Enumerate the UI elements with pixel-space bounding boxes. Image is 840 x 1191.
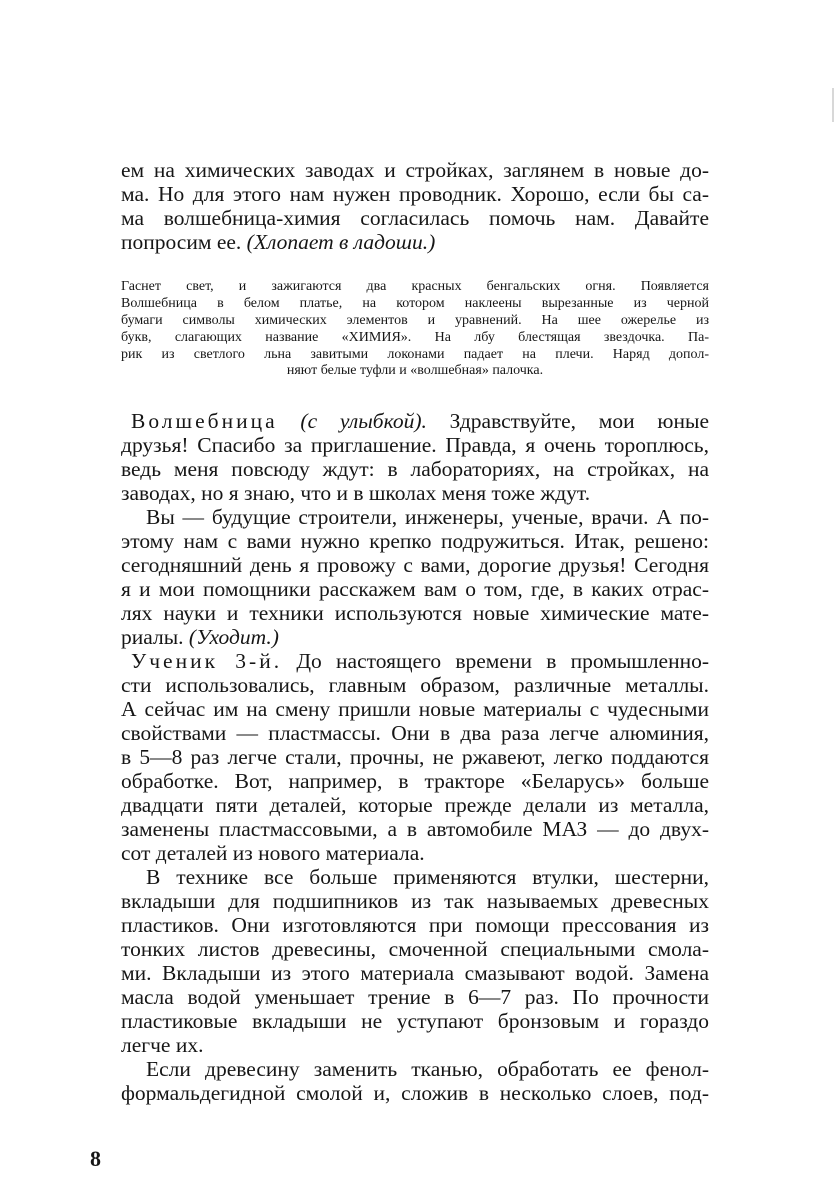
stage-line: Гаснет свет, и зажигаются два красных бенгальских огня. Появляется	[121, 279, 709, 294]
stage-remark: (Уходит.)	[188, 625, 279, 649]
stage-remark: (Хлопает в ладоши.)	[246, 230, 436, 254]
dialogue-line: формальдегидной смолой и, сложив в несколько слоев, под-	[121, 1081, 709, 1105]
stage-line: бумаги символы химических элементов и уравнений. На шее ожерелье из	[121, 313, 709, 328]
dialogue-line: сегодняшний день я провожу с вами, дорогие друзья! Сегодня	[121, 553, 709, 577]
dialogue-line: обработке. Вот, например, в тракторе «Беларусь» больше	[121, 769, 709, 793]
dialogue-line: сот деталей из нового материала.	[121, 841, 425, 865]
dialogue-line: Ученик 3-й. До настоящего времени в промышленно-	[131, 649, 710, 673]
speaker-name: Волшебница	[131, 409, 278, 433]
dialogue-line: легче их.	[121, 1033, 204, 1057]
dialogue-line: заменены пластмассовыми, а в автомобиле МАЗ — до двух-	[121, 817, 709, 841]
dialogue-line: сти использовались, главным образом, различные металлы.	[121, 673, 709, 697]
dialogue-line: Если древесину заменить тканью, обработать ее фенол-	[146, 1057, 709, 1081]
speaker-name: Ученик 3-й.	[131, 649, 283, 673]
dialogue-line: двадцати пяти деталей, которые прежде делали из металла,	[121, 793, 709, 817]
dialogue-line: я и мои помощники расскажем вам о том, где, в каких отрас-	[121, 577, 709, 601]
stage-line: Волшебница в белом платье, на котором наклеены вырезанные из черной	[121, 296, 709, 311]
dialogue-line: лях науки и техники используются новые химические мате-	[121, 601, 709, 625]
intro-line: ем на химических заводах и стройках, заглянем в новые до-	[121, 158, 709, 182]
stage-line: рик из светлого льна завитыми локонами падает на плечи. Наряд допол-	[121, 347, 709, 362]
stage-line: букв, слагающих название «ХИМИЯ». На лбу блестящая звездочка. Па-	[121, 330, 709, 345]
dialogue-line: А сейчас им на смену пришли новые материалы с чудесными	[121, 697, 709, 721]
stage-line: няют белые туфли и «волшебная» палочка.	[286, 363, 544, 378]
dialogue-line: пластиков. Они изготовляются при помощи прессования из	[121, 913, 709, 937]
page-number: 8	[90, 1146, 101, 1171]
dialogue-line: вкладыши для подшипников из так называемых древесных	[121, 889, 709, 913]
dialogue-line: ми. Вкладыши из этого материала смазывают водой. Замена	[121, 961, 709, 985]
dialogue-line: риалы. (Уходит.)	[121, 625, 279, 649]
scan-artifact	[832, 88, 834, 122]
dialogue-line: Волшебница (с улыбкой). Здравствуйте, мои юные	[131, 409, 709, 433]
dialogue-line: ведь меня повсюду ждут: в лабораториях, на стройках, на	[121, 457, 709, 481]
intro-line: ма волшебница-химия согласилась помочь нам. Давайте	[121, 206, 709, 230]
dialogue-line: свойствами — пластмассы. Они в два раза легче алюминия,	[121, 721, 709, 745]
dialogue-line: В технике все больше применяются втулки, шестерни,	[146, 865, 709, 889]
dialogue-line: этому нам с вами нужно крепко подружиться. Итак, решено:	[121, 529, 709, 553]
dialogue-line: Вы — будущие строители, инженеры, ученые, врачи. А по-	[146, 505, 709, 529]
dialogue-line: масла водой уменьшает трение в 6—7 раз. По прочности	[121, 985, 709, 1009]
dialogue-line: пластиковые вкладыши не уступают бронзовым и гораздо	[121, 1009, 709, 1033]
dialogue-line: друзья! Спасибо за приглашение. Правда, я очень тороплюсь,	[121, 433, 709, 457]
dialogue-line: тонких листов древесины, смоченной специальными смола-	[121, 937, 709, 961]
intro-line: ма. Но для этого нам нужен проводник. Хорошо, если бы са-	[121, 182, 709, 206]
dialogue-line: в 5—8 раз легче стали, прочны, не ржавеют, легко поддаются	[121, 745, 709, 769]
stage-remark: (с улыбкой).	[300, 409, 427, 433]
dialogue-line: заводах, но я знаю, что и в школах меня тоже ждут.	[121, 481, 591, 505]
intro-line: попросим ее. (Хлопает в ладоши.)	[121, 230, 436, 254]
